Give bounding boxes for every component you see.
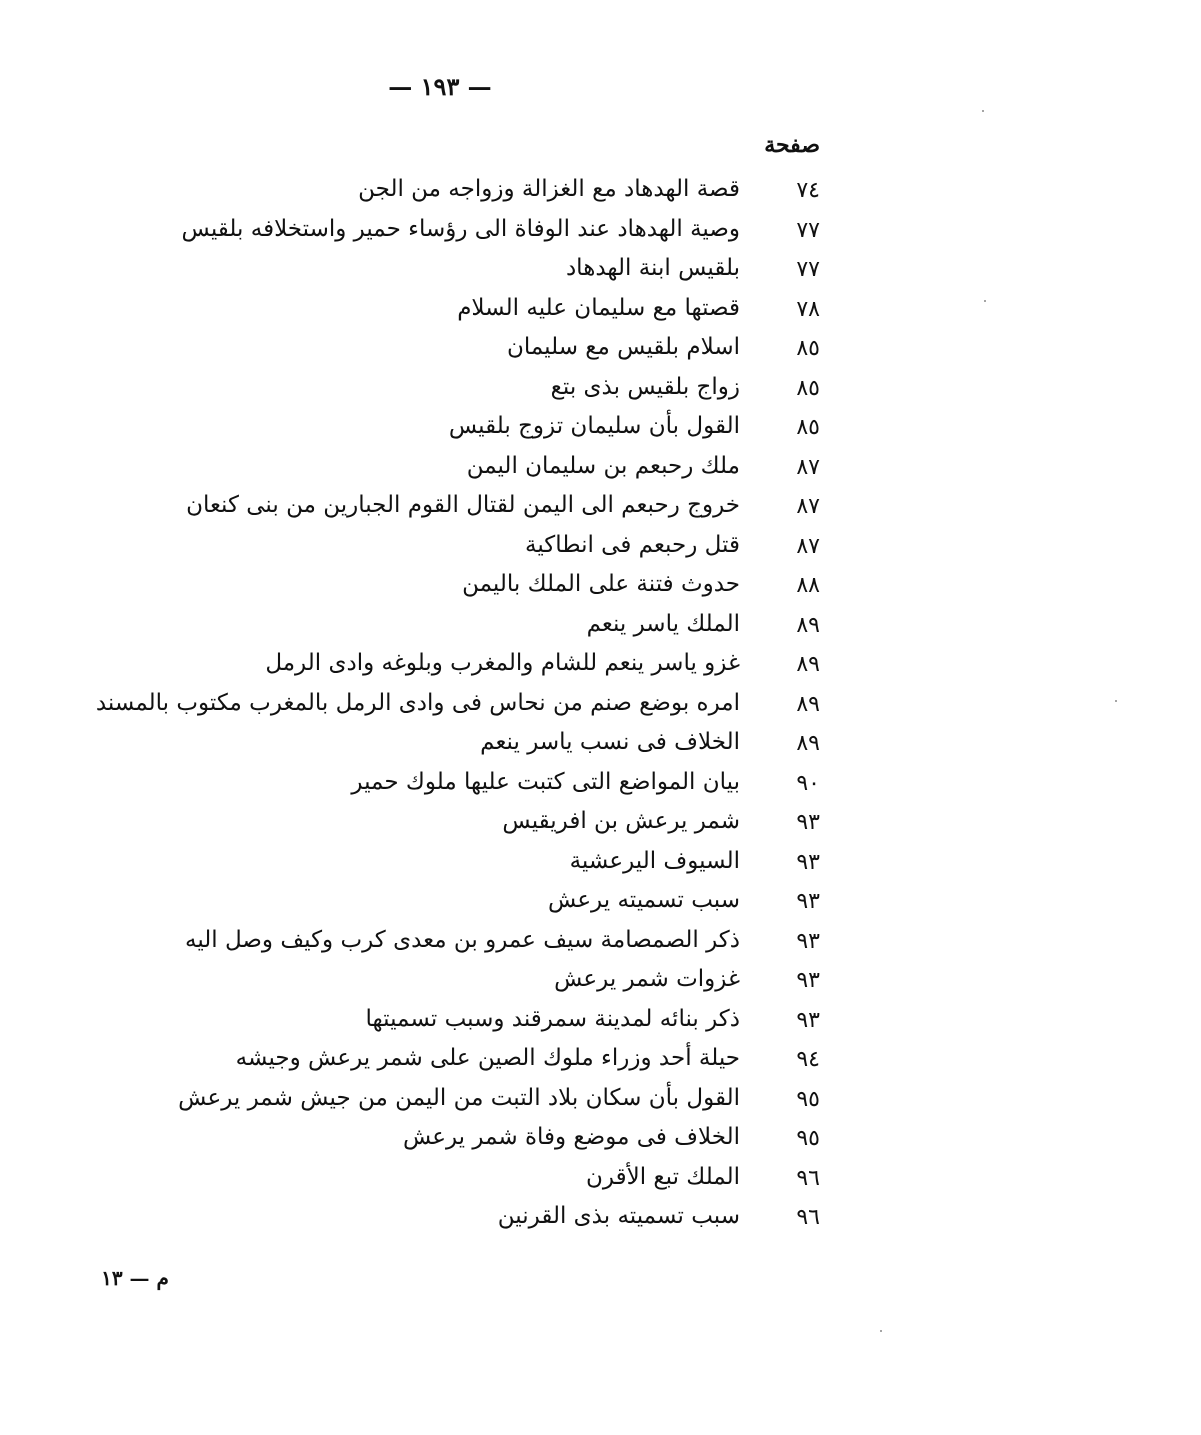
toc-page-number: ٩٣	[796, 1007, 820, 1033]
toc-title: زواج بلقيس بذى بتع	[550, 373, 740, 400]
toc-page-number: ٩٥	[796, 1126, 820, 1151]
toc-row	[200, 174, 820, 214]
toc-page-number: ٨٧	[796, 533, 820, 559]
page-number-header: — ١٩٣ —	[388, 72, 492, 101]
toc-page-number: ٩٦	[796, 1165, 820, 1191]
toc-page-number: ٨٩	[796, 652, 820, 677]
toc-row	[200, 293, 820, 333]
toc-title: الخلاف فى موضع وفاة شمر يرعش	[402, 1124, 740, 1150]
toc-page-number: ٨٧	[796, 494, 820, 519]
toc-title: الملك ياسر ينعم	[586, 610, 740, 637]
toc-page-number: ٨٥	[796, 415, 820, 440]
toc-title: حدوث فتنة على الملك باليمن	[462, 571, 740, 597]
toc-page-number: ٩٣	[796, 928, 820, 954]
toc-title: ذكر الصمصامة سيف عمرو بن معدى كرب وكيف وصل اليه	[185, 926, 740, 953]
toc-row	[178, 1083, 820, 1123]
toc-row	[200, 1043, 820, 1083]
scan-speck	[880, 1330, 882, 1332]
toc-row	[95, 688, 820, 728]
toc-page-number: ٨٧	[796, 454, 820, 480]
page-column-heading: صفحة	[764, 132, 820, 158]
toc-row	[200, 1004, 820, 1044]
toc-row	[200, 253, 820, 293]
toc-page-number: ٩٠	[796, 770, 820, 796]
table-of-contents	[95, 174, 820, 1241]
toc-row	[200, 569, 820, 609]
toc-row	[200, 1122, 820, 1162]
toc-row	[200, 648, 820, 688]
toc-row	[200, 609, 820, 649]
toc-page-number: ٧٧	[796, 217, 820, 243]
toc-row	[200, 885, 820, 925]
toc-page-number: ٩٣	[796, 810, 820, 835]
toc-row	[200, 1162, 820, 1202]
toc-row	[186, 490, 820, 530]
toc-page-number: ٨٥	[796, 336, 820, 361]
toc-page-number: ٧٤	[796, 178, 820, 203]
toc-title: قصة الهدهاد مع الغزالة وزواجه من الجن	[358, 176, 740, 202]
toc-page-number: ٨٥	[796, 375, 820, 401]
toc-title: بيان المواضع التى كتبت عليها ملوك حمير	[351, 768, 740, 795]
toc-title: شمر يرعش بن افريقيس	[502, 808, 740, 834]
toc-row	[185, 925, 820, 965]
toc-page-number: ٧٨	[796, 296, 820, 322]
toc-title: ذكر بنائه لمدينة سمرقند وسبب تسميتها	[365, 1005, 740, 1032]
toc-title: قتل رحبعم فى انطاكية	[524, 531, 740, 558]
toc-title: القول بأن سليمان تزوج بلقيس	[448, 413, 740, 439]
toc-row	[200, 530, 820, 570]
toc-row	[200, 727, 820, 767]
toc-title: غزو ياسر ينعم للشام والمغرب وبلوغه وادى الرمل	[265, 650, 740, 676]
toc-title: الملك تبع الأقرن	[586, 1163, 740, 1190]
scan-speck	[1115, 700, 1117, 702]
toc-page-number: ٩٤	[796, 1047, 820, 1072]
scan-speck	[982, 110, 984, 112]
toc-title: اسلام بلقيس مع سليمان	[506, 334, 740, 360]
toc-title: ملك رحبعم بن سليمان اليمن	[466, 452, 740, 479]
toc-page-number: ٨٩	[796, 731, 820, 756]
toc-page-number: ٩٣	[796, 968, 820, 993]
toc-row	[200, 332, 820, 372]
toc-row	[200, 372, 820, 412]
toc-title: قصتها مع سليمان عليه السلام	[457, 294, 740, 321]
toc-page-number: ٩٦	[796, 1205, 820, 1230]
toc-row	[181, 214, 820, 254]
toc-row	[200, 767, 820, 807]
toc-page-number: ٨٨	[796, 573, 820, 598]
toc-title: غزوات شمر يرعش	[554, 966, 740, 992]
toc-row	[200, 451, 820, 491]
toc-page-number: ٨٩	[796, 691, 820, 717]
toc-title: وصية الهدهاد عند الوفاة الى رؤساء حمير واستخلافه بلقيس	[181, 215, 740, 242]
toc-title: سبب تسميته بذى القرنين	[497, 1203, 740, 1229]
toc-page-number: ٩٥	[796, 1086, 820, 1112]
toc-row	[200, 411, 820, 451]
toc-title: الخلاف فى نسب ياسر ينعم	[480, 729, 740, 755]
toc-page-number: ٩٣	[796, 889, 820, 914]
toc-title: القول بأن سكان بلاد التبت من اليمن من جيش شمر يرعش	[178, 1084, 740, 1111]
toc-row	[200, 846, 820, 886]
toc-page-number: ٨٩	[796, 612, 820, 638]
scan-speck	[984, 300, 986, 302]
toc-row	[200, 964, 820, 1004]
toc-title: سبب تسميته يرعش	[548, 887, 740, 913]
printer-signature-mark: م — ١٣	[101, 1266, 169, 1290]
toc-page-number: ٩٣	[796, 849, 820, 875]
toc-title: بلقيس ابنة الهدهاد	[565, 255, 740, 281]
toc-title: امره بوضع صنم من نحاس فى وادى الرمل بالمغرب مكتوب بالمسند	[95, 689, 740, 716]
toc-title: السيوف اليرعشية	[569, 847, 740, 874]
toc-row	[200, 806, 820, 846]
toc-page-number: ٧٧	[796, 257, 820, 282]
toc-title: حيلة أحد وزراء ملوك الصين على شمر يرعش وجيشه	[235, 1045, 740, 1071]
toc-row	[200, 1201, 820, 1241]
toc-title: خروج رحبعم الى اليمن لقتال القوم الجبارين من بنى كنعان	[186, 492, 740, 518]
